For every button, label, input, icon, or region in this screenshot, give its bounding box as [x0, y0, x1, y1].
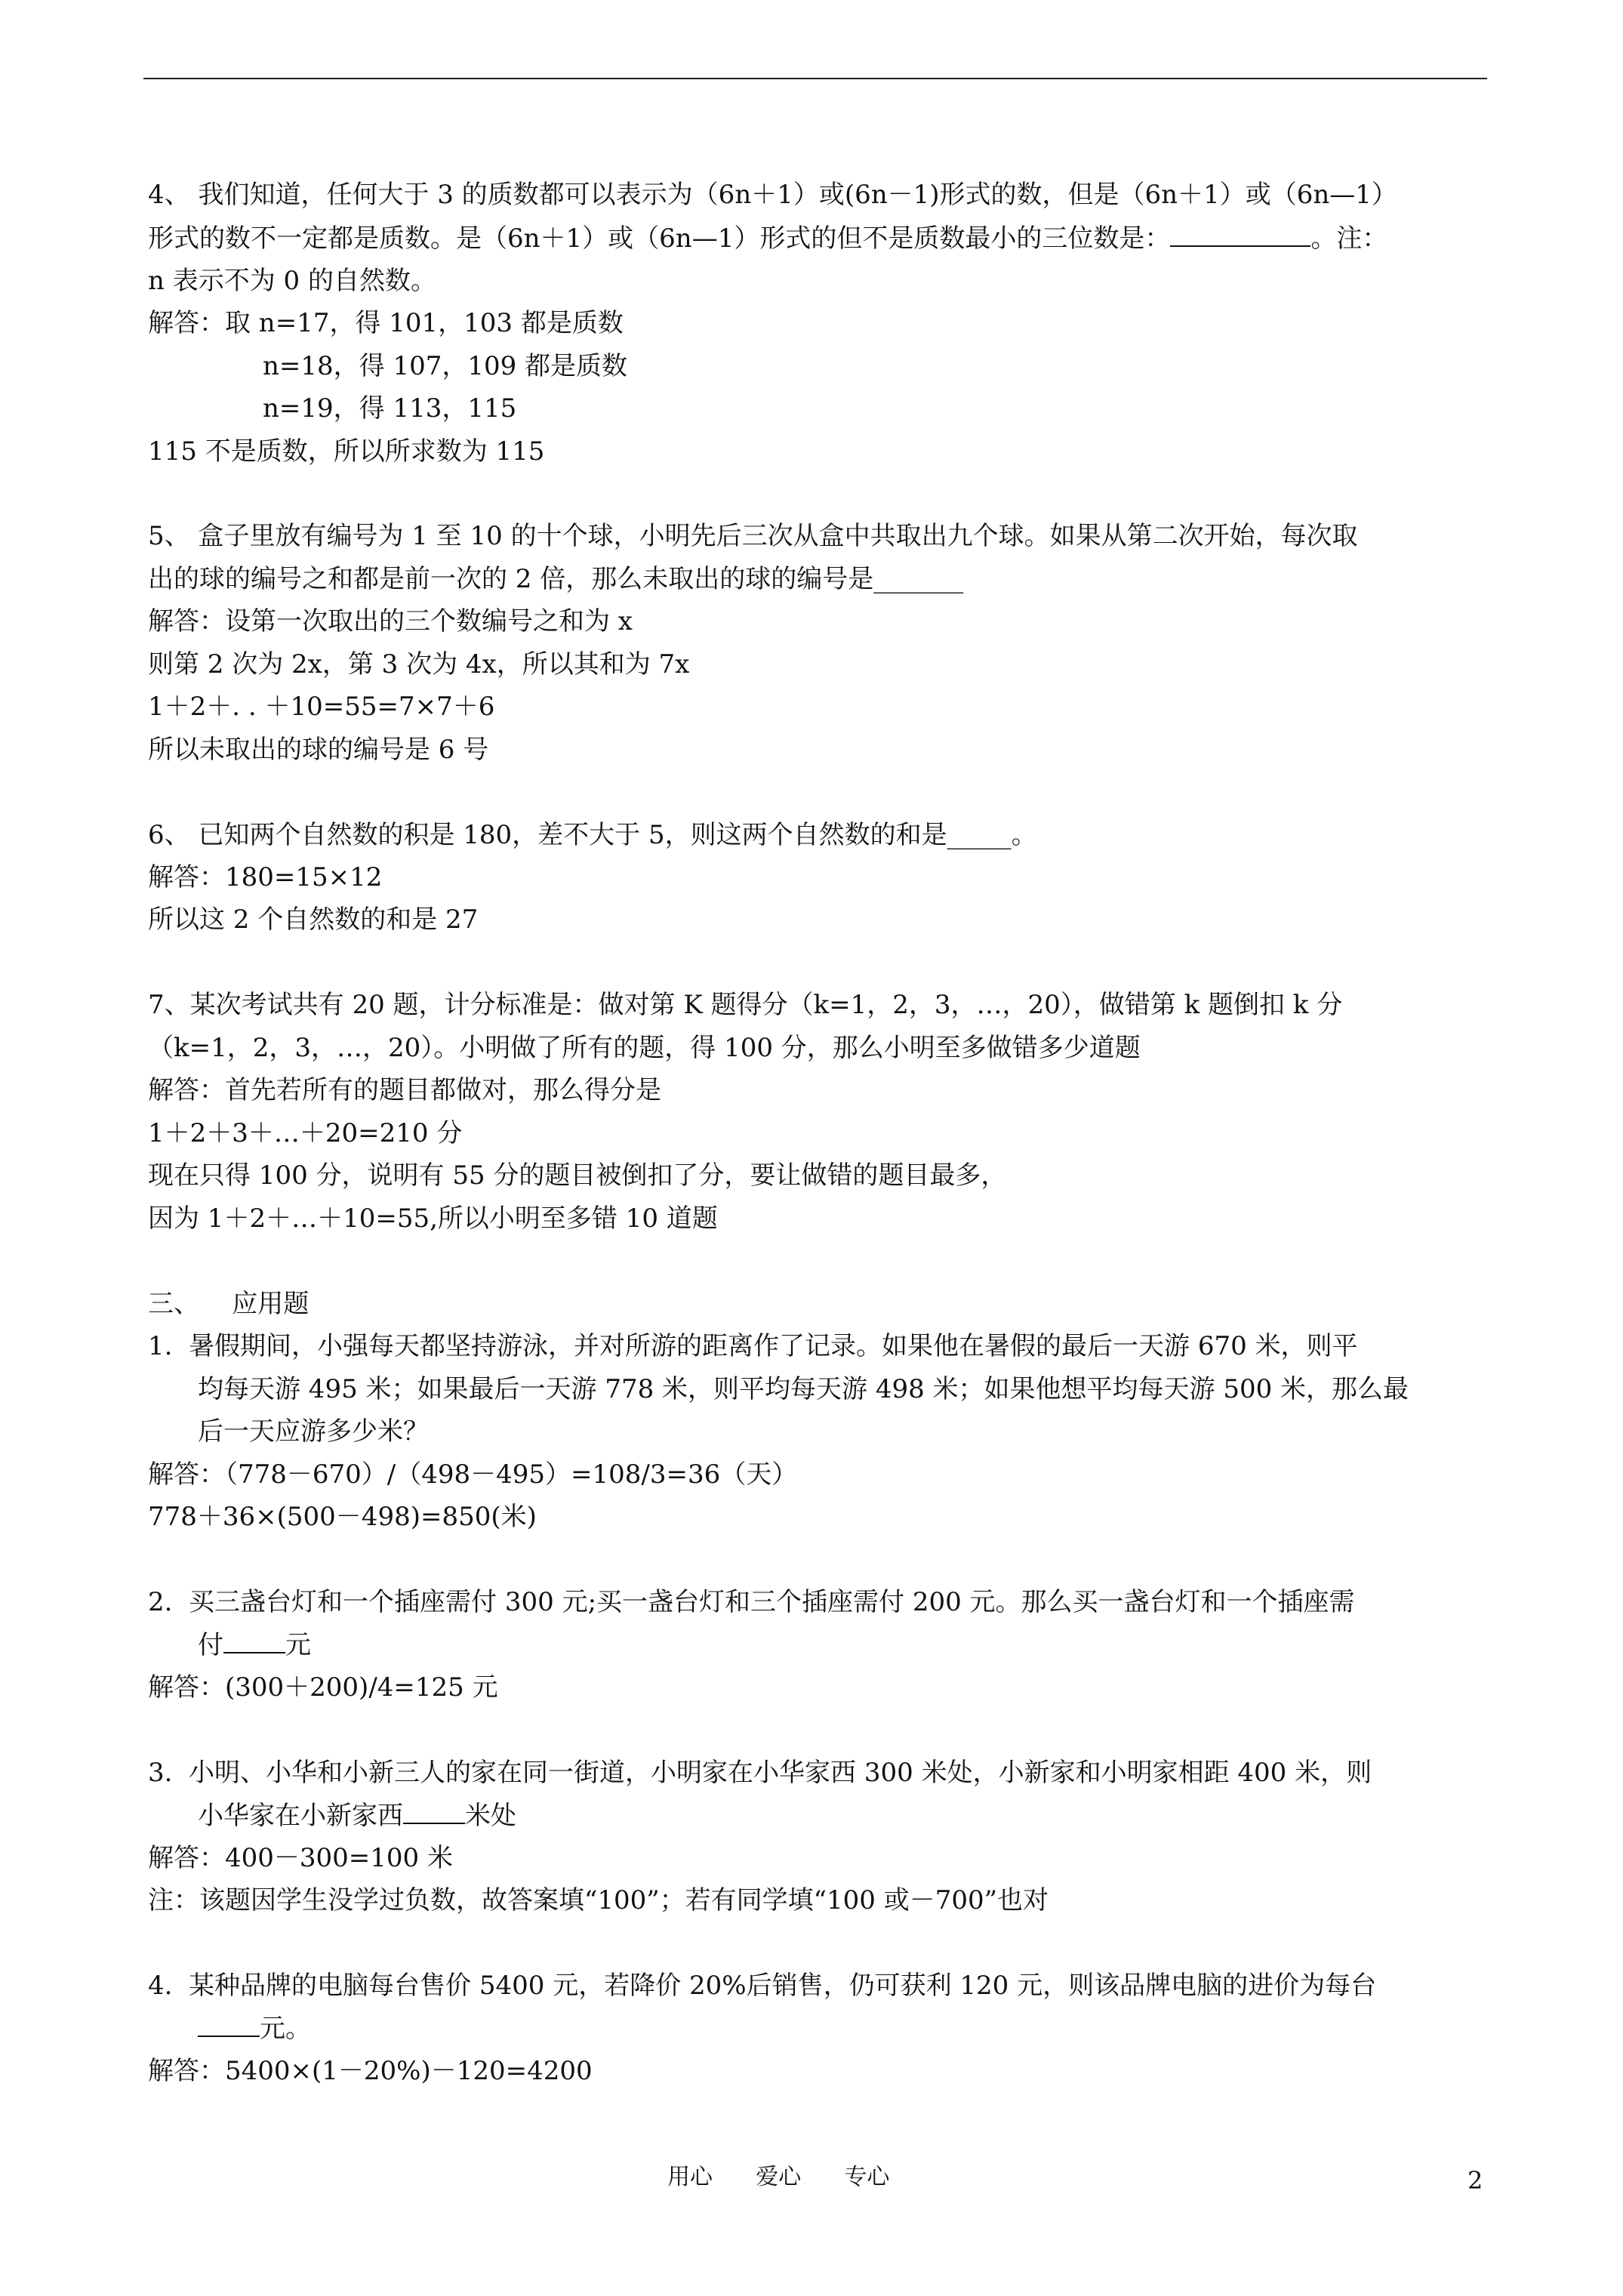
q4-line-1: 4、 我们知道，任何大于 3 的质数都可以表示为（6n＋1）或(6n－1)形式的数，但是（6n＋1）或（6n—1）: [148, 180, 1397, 210]
q4-line-2: [148, 223, 1387, 254]
q4-line-2-note: 。注：: [1310, 223, 1388, 254]
p3-line-2-unit: 米处: [465, 1801, 516, 1831]
q5-answer-3: 1＋2＋. . ＋10=55=7×7＋6: [148, 692, 495, 722]
q5-answer-4: 所以未取出的球的编号是 6 号: [148, 735, 489, 765]
q5-line-2: 出的球的编号之和都是前一次的 2 倍，那么未取出的球的编号是_______: [148, 564, 964, 594]
p3-line-2-text: 小华家在小新家西: [198, 1801, 403, 1831]
answer-blank: [1170, 223, 1310, 247]
p2-line-2: [198, 1629, 311, 1660]
p2-line-2-text: 付: [198, 1630, 223, 1660]
p1-answer-1: 解答：（778－670）/（498－495）=108/3=36（天）: [148, 1459, 798, 1490]
q6-line-1: 6、 已知两个自然数的积是 180，差不大于 5，则这两个自然数的和是_____。: [148, 820, 1037, 850]
q6-answer-2: 所以这 2 个自然数的和是 27: [148, 905, 479, 935]
p4-answer-1: 解答：5400×(1－20%)－120=4200: [148, 2056, 593, 2086]
p1-answer-2: 778＋36×(500－498)=850(米): [148, 1502, 537, 1532]
section-title: 三、 应用题: [148, 1289, 310, 1319]
page-number: 2: [1467, 2166, 1483, 2195]
q6-answer-1: 解答：180=15×12: [148, 862, 383, 892]
q5-answer-1: 解答：设第一次取出的三个数编号之和为 x: [148, 606, 633, 636]
p4-line-2-unit: 元。: [260, 2014, 311, 2044]
answer-blank: [403, 1800, 465, 1824]
footer-motto: 用心 爱心 专心: [667, 2164, 890, 2190]
q4-answer-3: n=19，得 113，115: [263, 393, 517, 424]
q4-line-3: n 表示不为 0 的自然数。: [148, 266, 436, 296]
p1-line-3: 后一天应游多少米？: [198, 1416, 429, 1447]
q7-answer-2: 1＋2＋3＋…＋20=210 分: [148, 1118, 463, 1148]
q5-line-1: 5、 盒子里放有编号为 1 至 10 的十个球，小明先后三次从盒中共取出九个球。如果从第二次开始，每次取: [148, 521, 1358, 551]
q7-line-1: 7、某次考试共有 20 题，计分标准是：做对第 K 题得分（k=1，2，3，…，20），做错第 k 题倒扣 k 分: [148, 990, 1343, 1020]
q4-answer-4: 115 不是质数，所以所求数为 115: [148, 436, 545, 467]
p1-line-1: 1. 暑假期间，小强每天都坚持游泳，并对所游的距离作了记录。如果他在暑假的最后一天游 670 米，则平: [148, 1331, 1358, 1361]
answer-blank: [198, 2013, 260, 2037]
p1-line-2: 均每天游 495 米；如果最后一天游 778 米，则平均每天游 498 米；如果他想平均每天游 500 米，那么最: [198, 1374, 1409, 1404]
q7-answer-4: 因为 1＋2＋…＋10=55,所以小明至多错 10 道题: [148, 1203, 718, 1234]
p4-line-2: [198, 2013, 311, 2044]
q5-answer-2: 则第 2 次为 2x，第 3 次为 4x，所以其和为 7x: [148, 649, 690, 680]
header-rule: [143, 78, 1487, 79]
p4-line-1: 4. 某种品牌的电脑每台售价 5400 元，若降价 20%后销售，仍可获利 120 元，则该品牌电脑的进价为每台: [148, 1971, 1377, 2001]
answer-blank: [223, 1629, 285, 1653]
p2-line-1: 2. 买三盏台灯和一个插座需付 300 元;买一盏台灯和三个插座需付 200 元。那么买一盏台灯和一个插座需: [148, 1587, 1355, 1617]
p3-line-1: 3. 小明、小华和小新三人的家在同一街道，小明家在小华家西 300 米处，小新家和小明家相距 400 米，则: [148, 1758, 1372, 1788]
q4-answer-1: 解答：取 n=17，得 101，103 都是质数: [148, 308, 624, 338]
q7-answer-3: 现在只得 100 分，说明有 55 分的题目被倒扣了分，要让做错的题目最多，: [148, 1160, 1007, 1191]
q7-line-2: （k=1，2，3，…，20）。小明做了所有的题，得 100 分，那么小明至多做错多少道题: [148, 1033, 1141, 1063]
p3-line-2: [198, 1800, 516, 1831]
p2-line-2-unit: 元: [285, 1630, 311, 1660]
q7-answer-1: 解答：首先若所有的题目都做对，那么得分是: [148, 1075, 661, 1105]
p2-answer-1: 解答：(300＋200)/4=125 元: [148, 1672, 498, 1703]
p3-answer-2: 注：该题因学生没学过负数，故答案填“100”；若有同学填“100 或－700”也对: [148, 1885, 1049, 1915]
q4-answer-2: n=18，得 107，109 都是质数: [263, 351, 628, 381]
q4-line-2-text: 形式的数不一定都是质数。是（6n＋1）或（6n—1）形式的但不是质数最小的三位数是：: [148, 223, 1171, 254]
p3-answer-1: 解答：400－300=100 米: [148, 1843, 453, 1873]
